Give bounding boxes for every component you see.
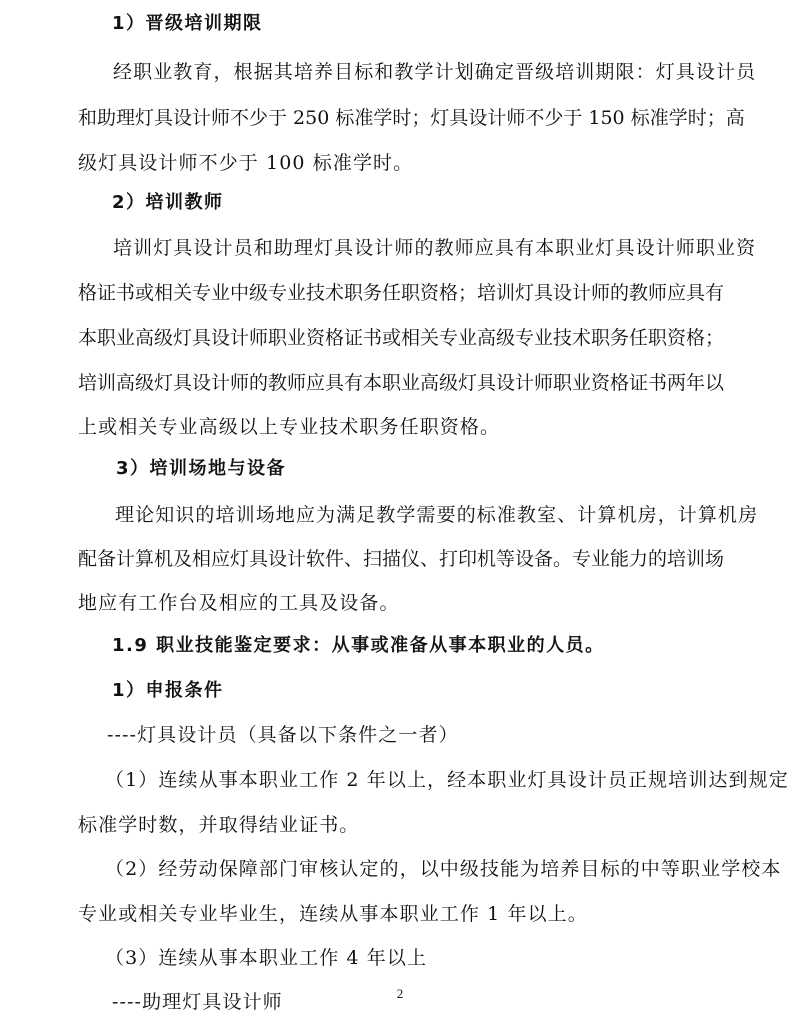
heading-skill-appraisal: 1.9 职业技能鉴定要求：从事或准备从事本职业的人员。 (112, 635, 605, 656)
paragraph-line: 理论知识的培训场地应为满足教学需要的标准教室、计算机房，计算机房 (115, 504, 759, 526)
paragraph-line: 和助理灯具设计师不少于 250 标准学时；灯具设计师不少于 150 标准学时；高 (78, 107, 745, 129)
paragraph-line: 格证书或相关专业中级专业技术职务任职资格；培训灯具设计师的教师应具有 (78, 282, 725, 304)
paragraph-line: 上或相关专业高级以上专业技术职务任职资格。 (78, 416, 501, 438)
paragraph-line: 本职业高级灯具设计师职业资格证书或相关专业高级专业技术职务任职资格； (78, 327, 725, 349)
paragraph-line: 培训高级灯具设计师的教师应具有本职业高级灯具设计师职业资格证书两年以 (78, 372, 725, 394)
paragraph-line: （1）连续从事本职业工作 2 年以上，经本职业灯具设计员正规培训达到规定 (105, 769, 789, 791)
paragraph-line: 经职业教育，根据其培养目标和教学计划确定晋级培训期限：灯具设计员 (113, 61, 757, 83)
paragraph-line: 级灯具设计师不少于 100 标准学时。 (78, 152, 414, 174)
heading-training-teachers: 2）培训教师 (112, 192, 224, 213)
paragraph-line: 标准学时数，并取得结业证书。 (78, 814, 360, 836)
paragraph-line: 专业或相关专业毕业生，连续从事本职业工作 1 年以上。 (78, 903, 588, 925)
heading-training-facilities: 3）培训场地与设备 (116, 458, 287, 479)
heading-training-period: 1）晋级培训期限 (112, 13, 263, 34)
paragraph-line: ----灯具设计员（具备以下条件之一者） (107, 724, 459, 746)
paragraph-line: 地应有工作台及相应的工具及设备。 (78, 592, 400, 614)
paragraph-line: 培训灯具设计员和助理灯具设计师的教师应具有本职业灯具设计师职业资 (113, 237, 757, 259)
paragraph-line: （3）连续从事本职业工作 4 年以上 (105, 947, 428, 969)
paragraph-line: （2）经劳动保障部门审核认定的，以中级技能为培养目标的中等职业学校本 (105, 858, 782, 880)
paragraph-line: ----助理灯具设计师 (112, 991, 283, 1013)
paragraph-line: 配备计算机及相应灯具设计软件、扫描仪、打印机等设备。专业能力的培训场 (78, 548, 725, 570)
heading-application-conditions: 1）申报条件 (112, 680, 224, 701)
page-number: 2 (396, 986, 404, 1001)
